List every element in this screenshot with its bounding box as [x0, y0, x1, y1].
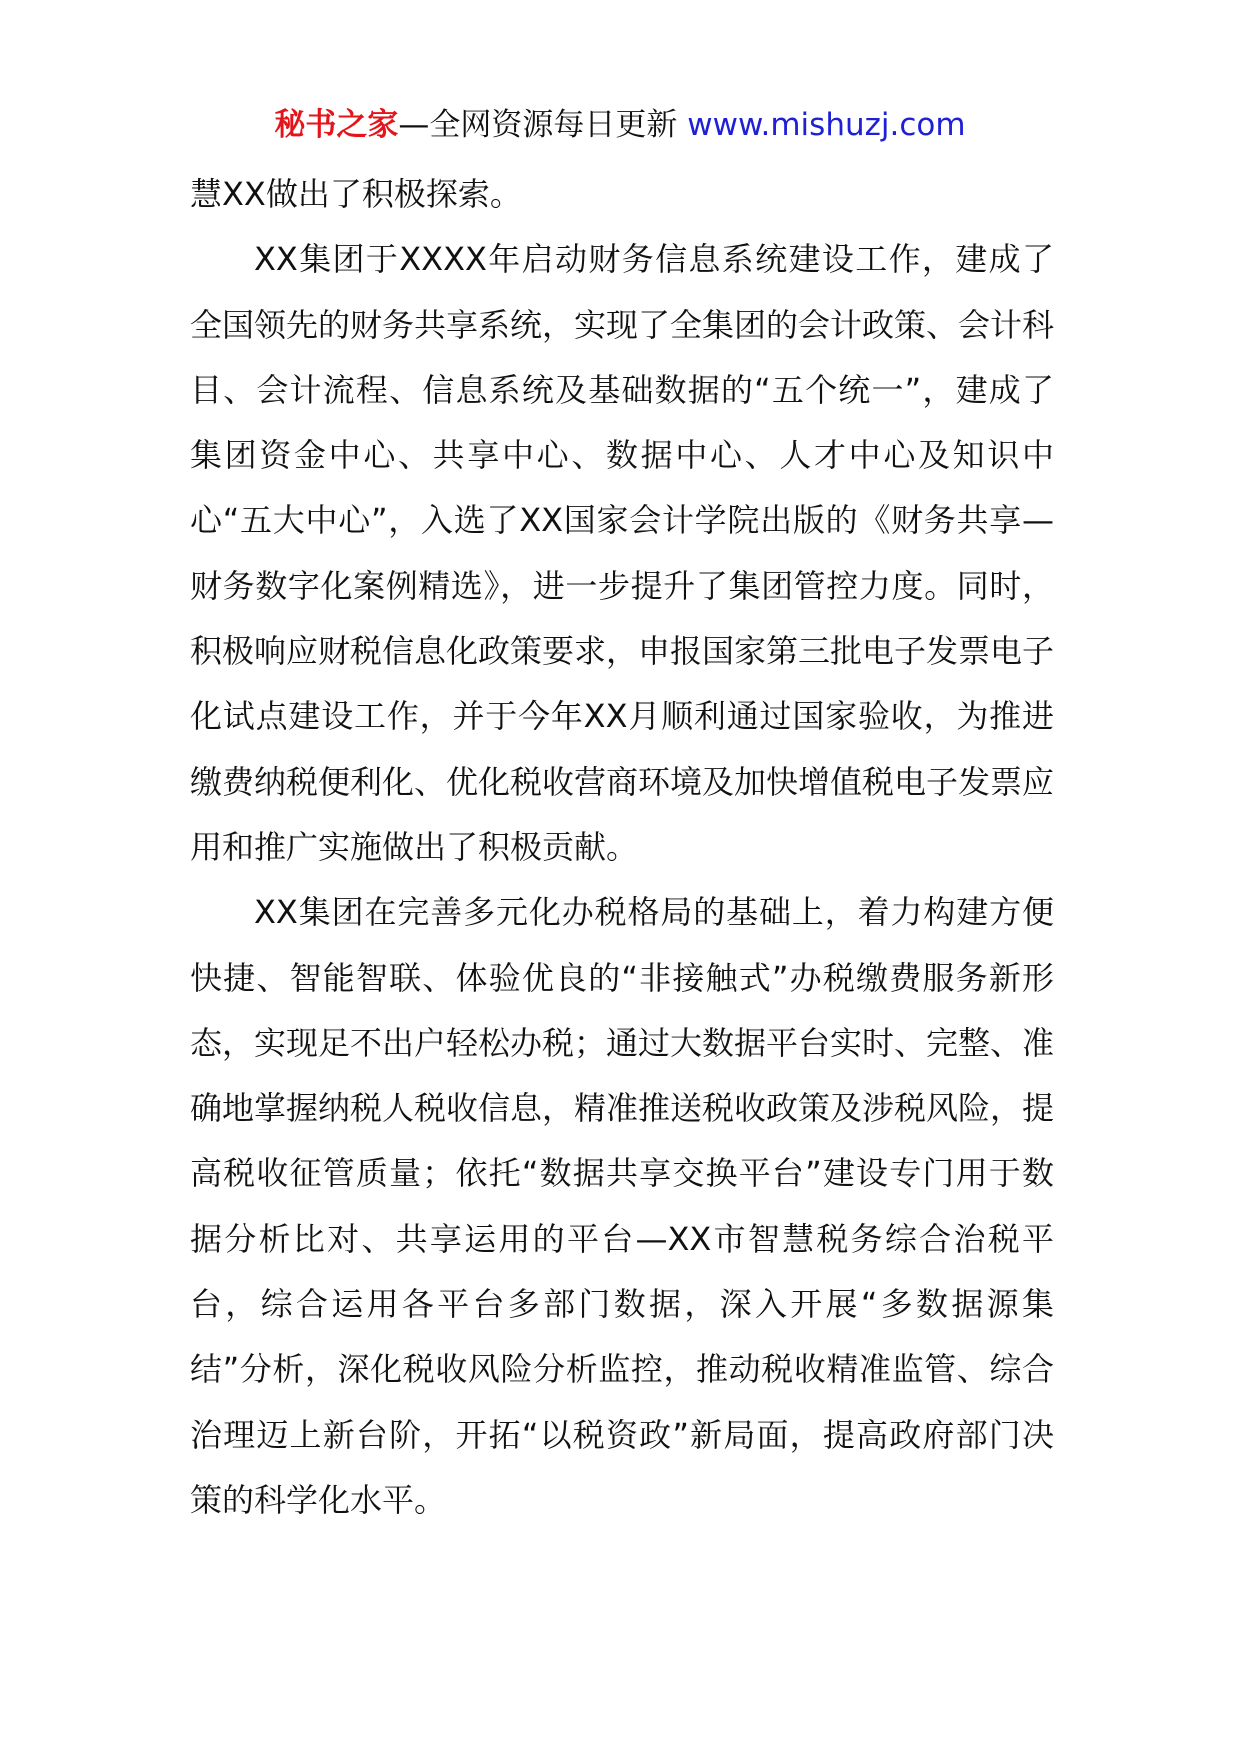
paragraph-finance-system: XX集团于XXXX年启动财务信息系统建设工作，建成了全国领先的财务共享系统，实现了全集团的会计政策、会计科目、会计流程、信息系统及基础数据的“五个统一”，建成了集团资金中心、共享中心、数据中心、人才中心及知识中心“五大中心”，入选了XX国家会计学院出版的《财务共享—财务数字化案例精选》，进一步提升了集团管控力度。同时，积极响应财税信息化政策要求，申报国家第三批电子发票电子化试点建设工作，并于今年XX月顺利通过国家验收，为推进缴费纳税便利化、优化税收营商环境及加快增值税电子发票应用和推广实施做出了积极贡献。: [190, 240, 1055, 866]
paragraph-tax-service: XX集团在完善多元化办税格局的基础上，着力构建方便快捷、智能智联、体验优良的“非接触式”办税缴费服务新形态，实现足不出户轻松办税；通过大数据平台实时、完整、准确地掌握纳税人税收信息，精准推送税收政策及涉税风险，提高税收征管质量；依托“数据共享交换平台”建设专门用于数据分析比对、共享运用的平台—XX市智慧税务综合治税平台，综合运用各平台多部门数据，深入开展“多数据源集结”分析，深化税收风险分析监控，推动税收精准监管、综合治理迈上新台阶，开拓“以税资政”新局面，提高政府部门决策的科学化水平。: [190, 893, 1055, 1519]
site-brand: 秘书之家: [274, 107, 399, 143]
site-url-link[interactable]: www.mishuzj.com: [687, 107, 966, 143]
paragraph-continuation: 慧XX做出了积极探索。: [190, 175, 522, 213]
document-body: [190, 162, 1054, 1533]
site-tagline: —全网资源每日更新: [398, 107, 678, 143]
site-header: [0, 98, 1240, 152]
